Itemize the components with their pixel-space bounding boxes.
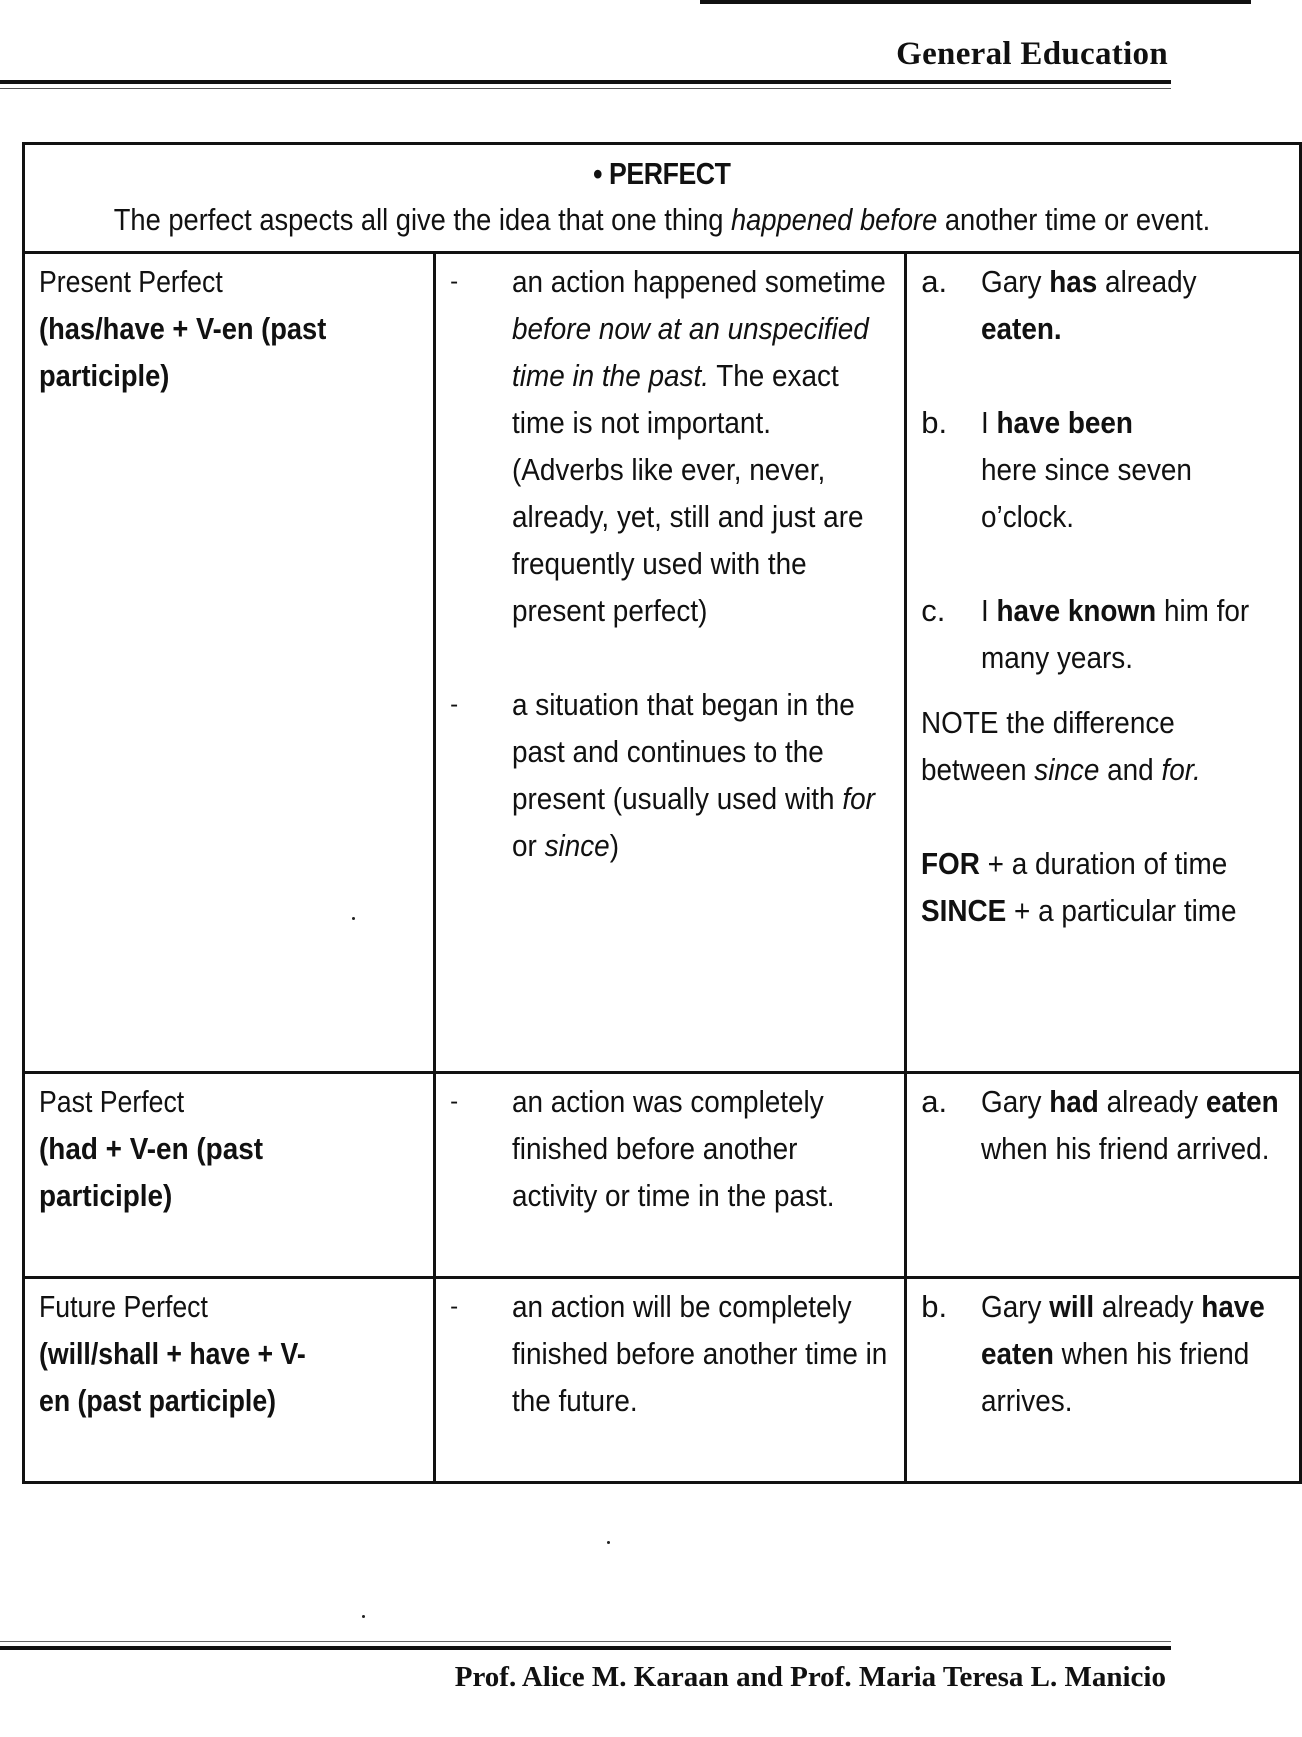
tense-form: (had + V-en (past participle) (39, 1131, 264, 1213)
table-title-cell (24, 144, 1301, 253)
example-text: I have been here since seven o’clock. (981, 405, 1193, 534)
example-text: Gary will already have eaten when his friend arrives. (981, 1289, 1266, 1418)
tense-name: Future Perfect (39, 1289, 208, 1324)
tense-cell (24, 253, 435, 1073)
section-heading: • PERFECT (593, 156, 731, 191)
running-header: General Education (896, 36, 1168, 72)
example-text: Gary had already eaten when his friend arrived. (981, 1084, 1280, 1166)
tense-form: (will/shall + have + V-en (past participle) (39, 1336, 306, 1418)
example-label: a. (921, 1084, 948, 1119)
example-label: a. (921, 264, 948, 299)
footer-rule-thin (0, 1641, 1171, 1642)
note-for-rule: FOR + a duration of time (921, 846, 1228, 881)
examples-cell (906, 1278, 1301, 1483)
example-label: b. (921, 1289, 948, 1324)
example-item (921, 1078, 1285, 1172)
section-intro: The perfect aspects all give the idea that one thing happened before another time or event. (113, 202, 1211, 237)
usage-cell (435, 1073, 906, 1278)
table-row (24, 1278, 1301, 1483)
dash-marker: - (450, 691, 459, 718)
footer-rule (0, 1646, 1171, 1650)
table-title-row (24, 144, 1301, 253)
dash-marker: - (450, 1293, 459, 1320)
usage-text: a situation that began in the past and continues to the present (usually used with for or since) (512, 687, 875, 863)
example-label: c. (921, 593, 946, 628)
dash-marker: - (450, 1088, 459, 1115)
scan-speck (362, 1615, 365, 1618)
table-row (24, 253, 1301, 1073)
note-since-rule: SINCE + a particular time (921, 893, 1237, 928)
header-rule (0, 80, 1171, 84)
usage-item (450, 1078, 890, 1219)
scan-speck (352, 917, 355, 920)
tense-cell (24, 1278, 435, 1483)
scan-speck (607, 1541, 610, 1544)
dash-marker: - (450, 268, 459, 295)
running-footer: Prof. Alice M. Karaan and Prof. Maria Teresa L. Manicio (454, 1661, 1166, 1693)
usage-cell (435, 1278, 906, 1483)
usage-item (450, 258, 890, 634)
example-item (921, 399, 1285, 540)
usage-text: an action will be completely finished before another time in the future. (512, 1289, 888, 1418)
example-label: b. (921, 405, 948, 440)
usage-item (450, 681, 890, 869)
table-row (24, 1073, 1301, 1278)
top-rule (700, 0, 1251, 4)
note-text: NOTE the difference between since and for. (921, 705, 1202, 787)
usage-text: an action was completely finished before another activity or time in the past. (512, 1084, 835, 1213)
tense-cell (24, 1073, 435, 1278)
example-item (921, 1283, 1285, 1424)
perfect-aspect-table (22, 142, 1302, 1484)
usage-cell (435, 253, 906, 1073)
usage-text: an action happened sometime before now at an unspecified time in the past. The exact time is not important. (Adverbs like ever, never, already, yet, still and just are frequently used with the present perfect) (512, 264, 886, 628)
example-text: Gary has already eaten. (981, 264, 1197, 346)
header-rule-thin (0, 88, 1171, 89)
examples-cell (906, 1073, 1301, 1278)
tense-name: Past Perfect (39, 1084, 185, 1119)
example-item (921, 587, 1285, 681)
tense-name: Present Perfect (39, 264, 223, 299)
usage-item (450, 1283, 890, 1424)
example-text: I have known him for many years. (981, 593, 1250, 675)
tense-form: (has/have + V-en (past participle) (39, 311, 327, 393)
example-item (921, 258, 1285, 352)
examples-cell (906, 253, 1301, 1073)
